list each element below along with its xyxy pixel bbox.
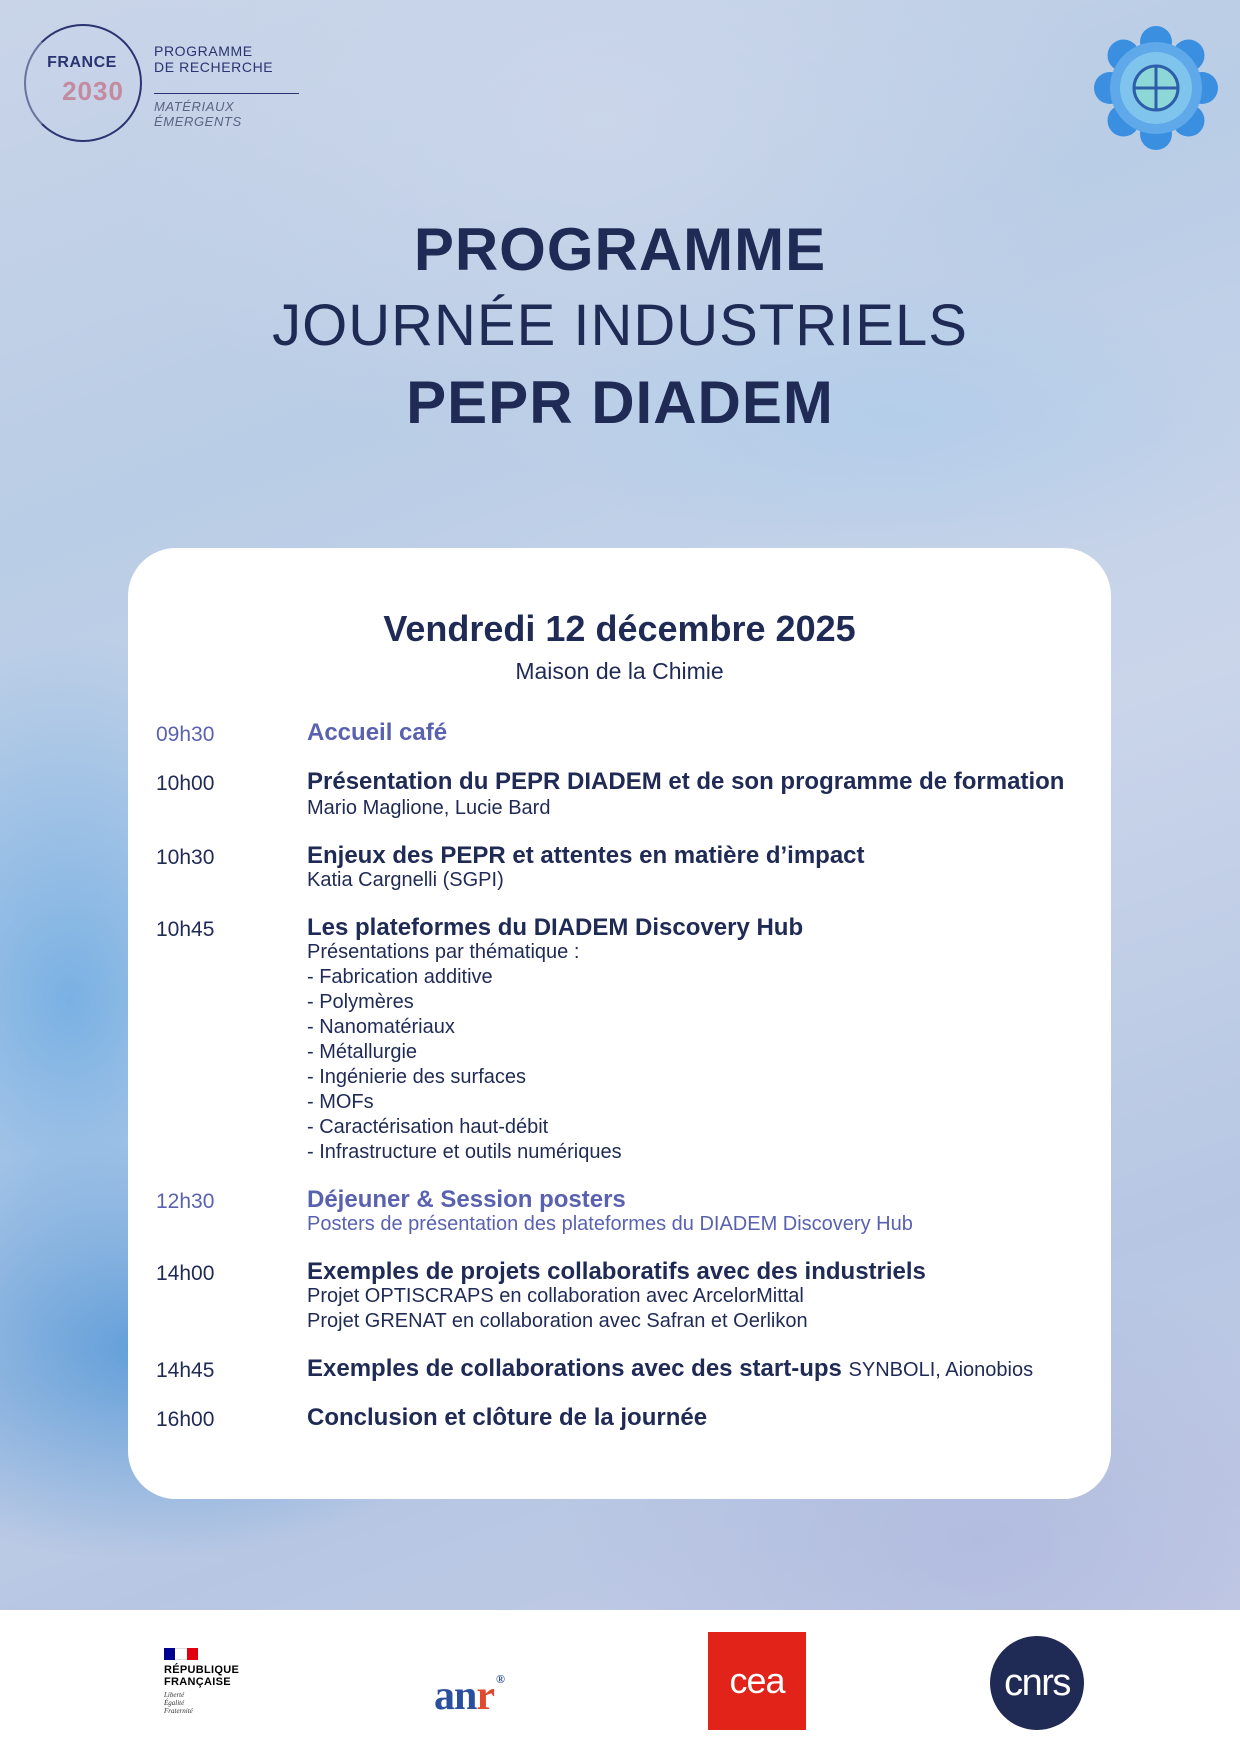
partner-logos-footer [0,1610,1240,1754]
agenda-time: 12h30 [156,1190,215,1213]
agenda-item [156,1356,1086,1383]
agenda-title-text: Enjeux des PEPR et attentes en matière d’impact [307,842,865,869]
agenda-title [307,1356,1086,1383]
logo-program-text [154,43,273,75]
event-venue: Maison de la Chimie [515,658,724,684]
agenda-detail-line: Projet OPTISCRAPS en collaboration avec ArcelorMittal [307,1285,804,1307]
logo-year: 2030 [62,76,124,106]
agenda-title [307,1259,1086,1284]
agenda-title [307,1405,1086,1430]
anr-registered: ® [496,1672,504,1686]
rf-motto-3: Fraternité [164,1707,193,1715]
flag-blue [164,1648,175,1660]
logo-divider [154,93,299,94]
agenda-title-text: Présentation du PEPR DIADEM et de son programme de formation [307,768,1065,795]
agenda-item [156,915,1086,1165]
logo-materials-text [154,99,242,129]
agenda-detail-line: - Métallurgie [307,1041,418,1063]
agenda-body [307,1187,1086,1237]
agenda-body [307,1356,1086,1383]
agenda-body [307,720,1086,747]
agenda-title [307,769,1086,821]
agenda-title-text: Accueil café [307,719,448,746]
french-flag-icon [164,1648,198,1660]
agenda-title [307,843,1086,868]
agenda-item [156,1187,1086,1237]
agenda-item [156,1259,1086,1334]
agenda-time: 09h30 [156,723,215,746]
agenda-item [156,720,1086,747]
agenda-time: 10h45 [156,918,215,941]
diadem-gear-icon [1088,20,1224,156]
anr-part2: r [476,1673,495,1719]
agenda-time: 10h30 [156,846,215,869]
agenda-time: 16h00 [156,1408,215,1431]
agenda-detail-line: - Fabrication additive [307,966,493,988]
agenda-item [156,843,1086,893]
agenda-title [307,915,1086,940]
agenda-item [156,769,1086,821]
cnrs-text: cnrs [1004,1661,1070,1704]
agenda-detail-line: - Nanomatériaux [307,1016,455,1038]
agenda-detail-line: - Ingénierie des surfaces [307,1066,527,1088]
agenda-time: 14h45 [156,1359,215,1382]
rf-name-line2: FRANÇAISE [164,1676,231,1688]
flag-red [187,1648,198,1660]
agenda-title [307,1187,1086,1212]
title-line-3: PEPR DIADEM [406,369,834,436]
agenda-card [128,548,1111,1499]
agenda-detail-line: Présentations par thématique : [307,941,580,963]
agenda-title [307,720,1086,745]
anr-part1: an [434,1673,477,1719]
rf-motto-1: Liberté [164,1691,185,1699]
france-2030-logo [24,24,284,144]
agenda-body [307,843,1086,893]
agenda-title-text: Exemples de projets collaboratifs avec des industriels [307,1258,926,1285]
republique-francaise-logo [164,1648,284,1715]
agenda-detail-line: - MOFs [307,1091,374,1113]
agenda-detail-line: Projet GRENAT en collaboration avec Safran et Oerlikon [307,1310,808,1332]
agenda-speakers: SYNBOLI, Aionobios [848,1359,1034,1381]
logo-program-line2: DE RECHERCHE [154,59,274,75]
agenda-list [156,720,1086,1454]
agenda-item [156,1405,1086,1432]
logo-program-line1: PROGRAMME [154,43,253,59]
agenda-detail-line: - Infrastructure et outils numériques [307,1141,622,1163]
agenda-body [307,1405,1086,1432]
anr-logo [434,1672,504,1720]
agenda-detail-line: - Polymères [307,991,414,1013]
agenda-body [307,769,1086,821]
agenda-detail-line: Katia Cargnelli (SGPI) [307,869,504,891]
agenda-detail-line: Posters de présentation des plateformes du DIADEM Discovery Hub [307,1213,913,1235]
agenda-speakers: Mario Maglione, Lucie Bard [307,797,551,819]
agenda-body [307,915,1086,1165]
agenda-title-text: Exemples de collaborations avec des start-ups [307,1355,842,1382]
rf-motto-2: Égalité [164,1699,185,1707]
title-line-2: JOURNÉE INDUSTRIELS [272,293,968,358]
logo-materials-line2: ÉMERGENTS [154,114,242,129]
agenda-time: 10h00 [156,772,215,795]
event-date: Vendredi 12 décembre 2025 [383,608,856,649]
agenda-title-text: Les plateformes du DIADEM Discovery Hub [307,914,804,941]
agenda-time: 14h00 [156,1262,215,1285]
rf-name-line1: RÉPUBLIQUE [164,1664,240,1676]
title-line-1: PROGRAMME [413,216,827,283]
agenda-title-text: Déjeuner & Session posters [307,1186,626,1213]
logo-materials-line1: MATÉRIAUX [154,99,235,114]
title-block [0,214,1240,440]
cnrs-logo [990,1636,1084,1730]
flag-white [175,1648,186,1660]
logo-word: FRANCE [47,54,117,71]
cea-text: cea [729,1660,785,1701]
agenda-title-text: Conclusion et clôture de la journée [307,1404,708,1431]
agenda-detail-line: - Caractérisation haut-débit [307,1116,549,1138]
agenda-body [307,1259,1086,1334]
rf-motto [164,1691,284,1715]
cea-logo [708,1632,806,1730]
